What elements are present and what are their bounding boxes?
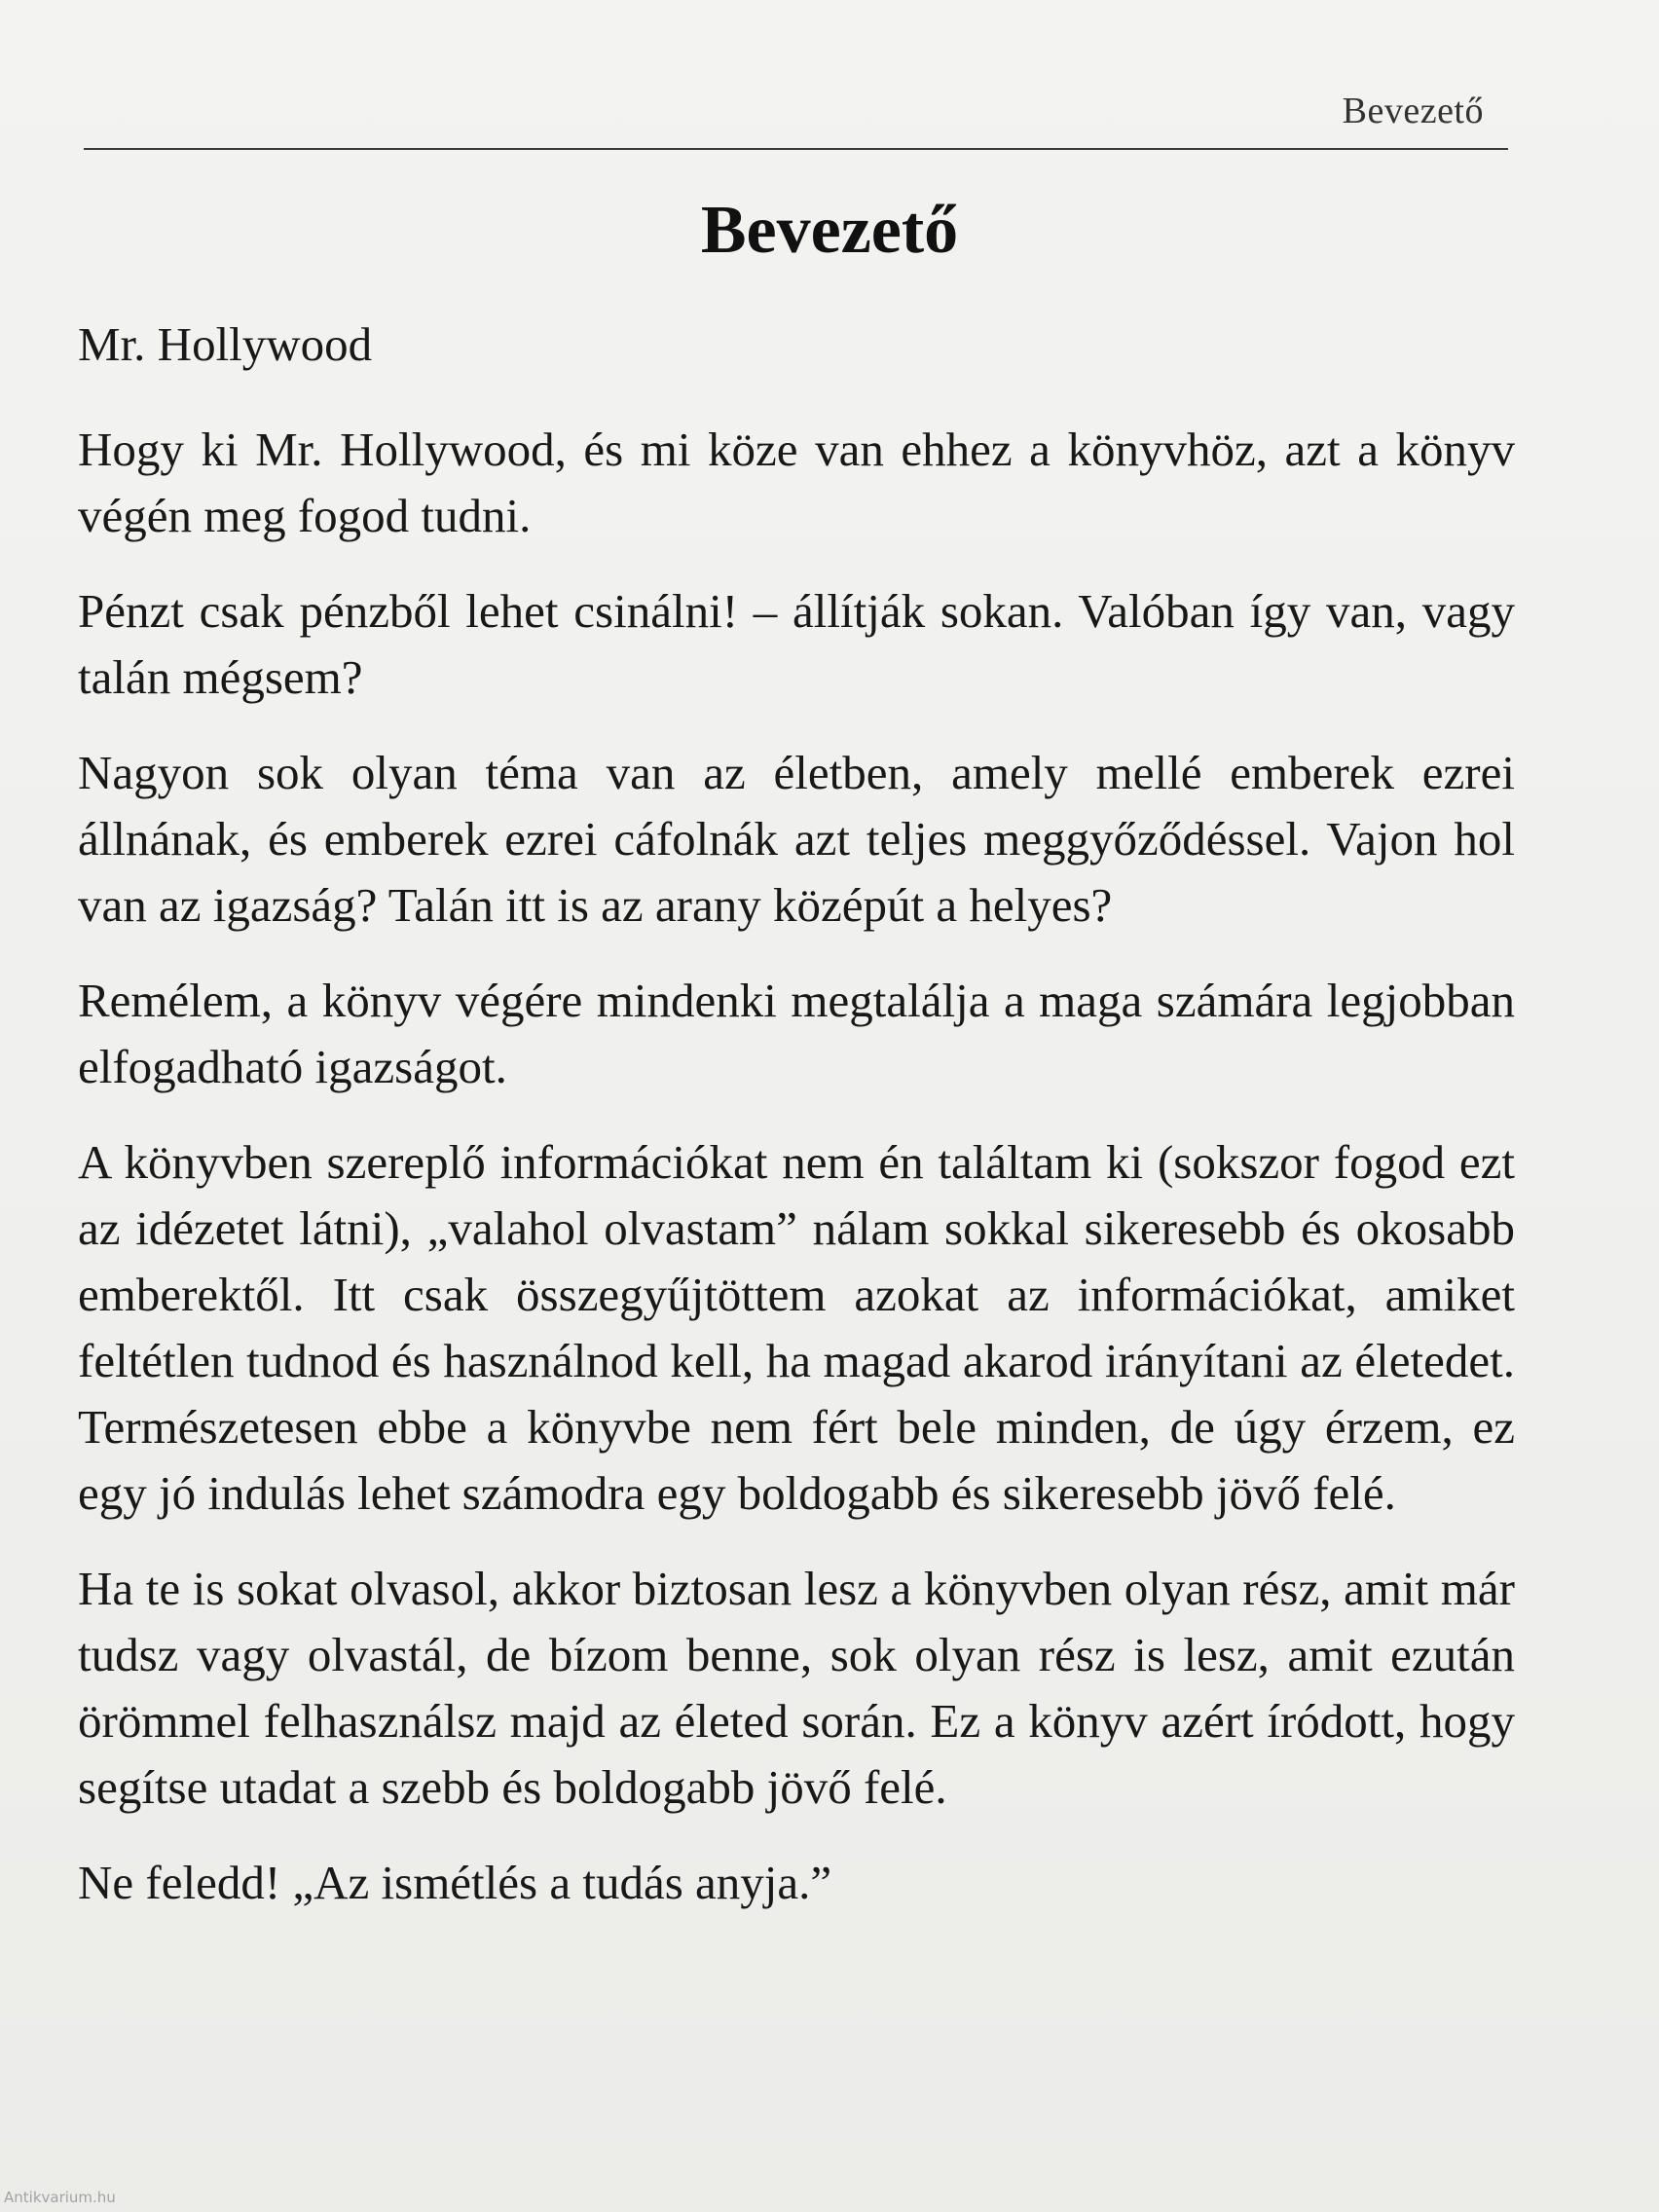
paragraph: A könyvben szereplő információkat nem én találtam ki (sokszor fogod ezt az idézetet látni), „valahol olvastam” nálam sokkal sikeresebb és okosabb emberektől. Itt csak összegyűjtöttem azokat az információkat, amiket feltétlen tudnod és használnod kell, ha magad akarod irányítani az életedet. Természetesen ebbe a könyvbe nem fért bele minden, de úgy érzem, ez egy jó indulás lehet számodra egy boldogabb és sikeresebb jövő felé. — [78, 1135, 1515, 1520]
paragraph: Pénzt csak pénzből lehet csinálni! – állítják sokan. Valóban így van, vagy talán mégsem? — [78, 584, 1515, 704]
chapter-title: Bevezető — [700, 193, 959, 268]
paragraph: Remélem, a könyv végére mindenki megtalálja a maga számára legjobban elfogadható igazságot. — [78, 974, 1515, 1093]
paragraph: Ha te is sokat olvasol, akkor biztosan lesz a könyvben olyan rész, amit már tudsz vagy olvastál, de bízom benne, sok olyan rész is lesz, amit ezután örömmel felhasználsz majd az életed során. Ez a könyv azért íródott, hogy segítse utadat a szebb és boldogabb jövő felé. — [78, 1562, 1515, 1814]
paragraph: Nagyon sok olyan téma van az életben, amely mellé emberek ezrei állnának, és emberek ezrei cáfolnák azt teljes meggyőződéssel. Vajon hol van az igazság? Talán itt is az arany középút a helyes? — [78, 746, 1515, 932]
subheading: Mr. Hollywood — [78, 317, 373, 371]
body-text — [78, 312, 1515, 1945]
paragraph: Ne feledd! „Az ismétlés a tudás anyja.” — [78, 1856, 832, 1909]
running-head: Bevezető — [1342, 91, 1484, 131]
watermark: Antikvarium.hu — [4, 2189, 116, 2206]
header-rule — [84, 148, 1508, 150]
paragraph: Hogy ki Mr. Hollywood, és mi köze van ehhez a könyvhöz, azt a könyv végén meg fogod tudni. — [78, 423, 1515, 542]
